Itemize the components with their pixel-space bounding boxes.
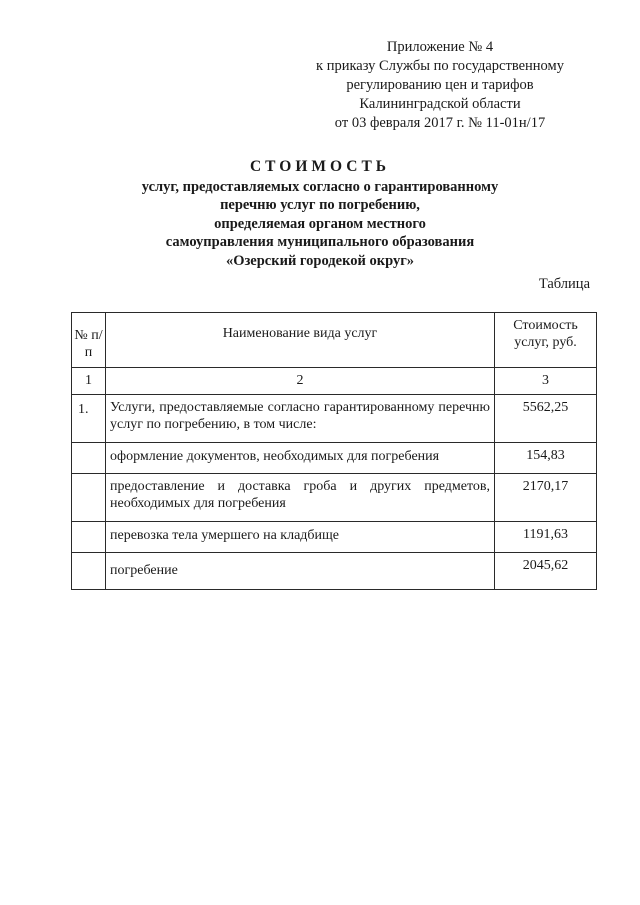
- service-name: предоставление и доставка гроба и других предметов, необходимых для погребения: [106, 474, 495, 522]
- appendix-line: Приложение № 4: [386, 39, 494, 55]
- title-line: определяемая органом местного: [214, 215, 426, 232]
- table-row: [72, 395, 597, 443]
- column-index-row: [72, 368, 597, 395]
- title-line: услуг, предоставляемых согласно о гарантированному: [141, 178, 499, 195]
- table-row: [72, 553, 597, 590]
- service-name: погребение: [106, 553, 495, 590]
- service-name: оформление документов, необходимых для погребения: [106, 443, 495, 474]
- table-row: [72, 443, 597, 474]
- column-index: 1: [72, 368, 106, 395]
- appendix-line: к приказу Службы по государственному: [316, 58, 564, 74]
- services-cost-table: [71, 312, 597, 590]
- service-name: Услуги, предоставляемые согласно гарантированному перечню услуг по погребению, в том числе:: [106, 395, 495, 443]
- row-number: [72, 474, 106, 522]
- title-line: самоуправления муниципального образования: [165, 234, 475, 250]
- appendix-reference: [300, 38, 580, 133]
- table-row: [72, 474, 597, 522]
- service-cost: 154,83: [495, 443, 597, 474]
- appendix-line: от 03 февраля 2017 г. № 11-01н/17: [334, 115, 546, 131]
- service-cost: 1191,63: [495, 522, 597, 553]
- service-cost: 2045,62: [495, 553, 597, 590]
- document-title: [0, 158, 640, 270]
- service-cost: 2170,17: [495, 474, 597, 522]
- title-line: «Озерский городекой округ»: [225, 252, 415, 269]
- row-number: [72, 522, 106, 553]
- row-number: [72, 443, 106, 474]
- row-number: [72, 553, 106, 590]
- table-header-row: [72, 313, 597, 368]
- service-cost: 5562,25: [495, 395, 597, 443]
- title-line: перечню услуг по погребению,: [220, 197, 420, 213]
- header-number: № п/п: [72, 313, 106, 368]
- service-name: перевозка тела умершего на кладбище: [106, 522, 495, 553]
- row-number: 1.: [72, 395, 106, 443]
- appendix-line: Калининградской области: [359, 96, 521, 112]
- appendix-line: регулированию цен и тарифов: [346, 77, 534, 93]
- table-label: Таблица: [538, 276, 590, 292]
- table-row: [72, 522, 597, 553]
- column-index: 2: [106, 368, 495, 395]
- header-service-name: Наименование вида услуг: [106, 313, 495, 368]
- title-heading: СТОИМОСТЬ: [249, 158, 391, 175]
- column-index: 3: [495, 368, 597, 395]
- header-cost: Стоимость услуг, руб.: [495, 313, 597, 368]
